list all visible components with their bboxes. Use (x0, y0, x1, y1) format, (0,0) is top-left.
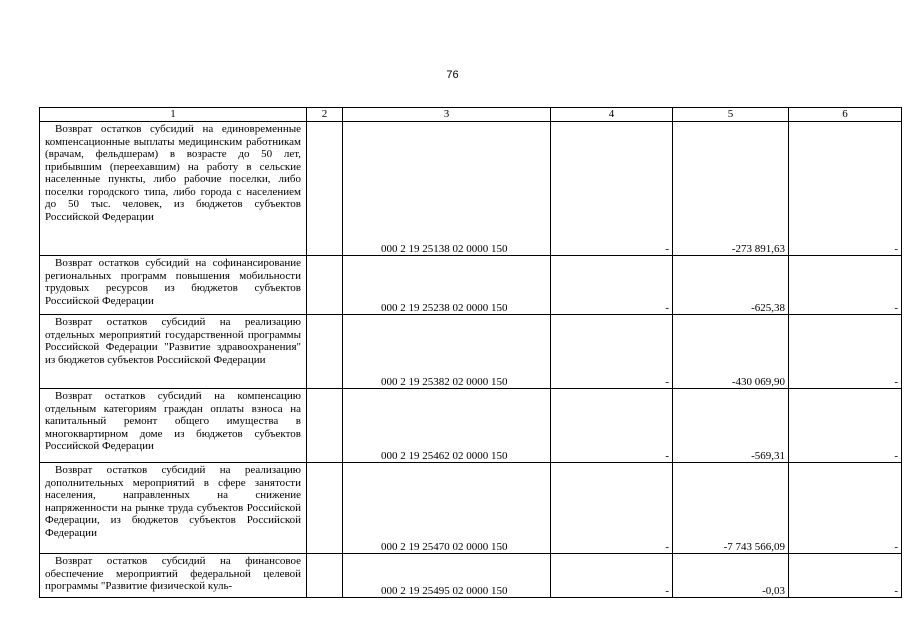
row-name: Возврат остатков субсидий на финансовое обеспечение мероприятий федеральной целевой программы "Развитие физической куль- (40, 554, 307, 598)
row-col5: -0,03 (673, 554, 789, 598)
row-col5: -7 743 566,09 (673, 463, 789, 554)
table-row (40, 122, 902, 256)
table-row (40, 463, 902, 554)
row-code: 000 2 19 25462 02 0000 150 (343, 389, 551, 463)
row-col2 (307, 315, 343, 389)
row-col6: - (789, 554, 902, 598)
row-name: Возврат остатков субсидий на софинансирование региональных программ повышения мобильности трудовых ресурсов из бюджетов субъектов Российской Федерации (40, 256, 307, 315)
row-col2 (307, 463, 343, 554)
row-col2 (307, 122, 343, 256)
row-code: 000 2 19 25495 02 0000 150 (343, 554, 551, 598)
column-header-3: 3 (343, 108, 551, 122)
column-header-6: 6 (789, 108, 902, 122)
table-row (40, 315, 902, 389)
row-col4: - (551, 122, 673, 256)
column-header-1: 1 (40, 108, 307, 122)
row-col6: - (789, 389, 902, 463)
budget-table (39, 107, 902, 598)
row-code: 000 2 19 25238 02 0000 150 (343, 256, 551, 315)
row-col2 (307, 256, 343, 315)
row-col4: - (551, 315, 673, 389)
row-name: Возврат остатков субсидий на реализацию отдельных мероприятий государственной программы Российской Федерации "Развитие здравоохранения" из бюджетов субъектов Российской Федерации (40, 315, 307, 389)
row-col4: - (551, 389, 673, 463)
row-code: 000 2 19 25382 02 0000 150 (343, 315, 551, 389)
row-col5: -430 069,90 (673, 315, 789, 389)
column-header-4: 4 (551, 108, 673, 122)
table-row (40, 554, 902, 598)
row-col5: -273 891,63 (673, 122, 789, 256)
row-col2 (307, 389, 343, 463)
page-number: 76 (446, 69, 459, 81)
row-col6: - (789, 315, 902, 389)
row-code: 000 2 19 25470 02 0000 150 (343, 463, 551, 554)
row-col4: - (551, 554, 673, 598)
row-col6: - (789, 122, 902, 256)
row-code: 000 2 19 25138 02 0000 150 (343, 122, 551, 256)
row-col4: - (551, 463, 673, 554)
column-header-5: 5 (673, 108, 789, 122)
row-name: Возврат остатков субсидий на компенсацию отдельным категориям граждан оплаты взноса на капитальный ремонт общего имущества в многоквартирном доме из бюджетов субъектов Российской Федерации (40, 389, 307, 463)
table-header-row (40, 108, 902, 122)
row-name: Возврат остатков субсидий на единовременные компенсационные выплаты медицинским работникам (врачам, фельдшерам) в возрасте до 50 лет, прибывшим (переехавшим) на работу в сельские населенные пункты, либо рабочие поселки, либо поселки городского типа, либо города с населением до 50 тыс. человек, из бюджетов субъектов Российской Федерации (40, 122, 307, 256)
row-col6: - (789, 256, 902, 315)
row-name: Возврат остатков субсидий на реализацию дополнительных мероприятий в сфере занятости населения, направленных на снижение напряженности на рынке труда субъектов Российской Федерации, из бюджетов субъектов Российской Федерации (40, 463, 307, 554)
row-col4: - (551, 256, 673, 315)
row-col5: -625,38 (673, 256, 789, 315)
table-row (40, 256, 902, 315)
column-header-2: 2 (307, 108, 343, 122)
row-col5: -569,31 (673, 389, 789, 463)
table-row (40, 389, 902, 463)
row-col6: - (789, 463, 902, 554)
row-col2 (307, 554, 343, 598)
